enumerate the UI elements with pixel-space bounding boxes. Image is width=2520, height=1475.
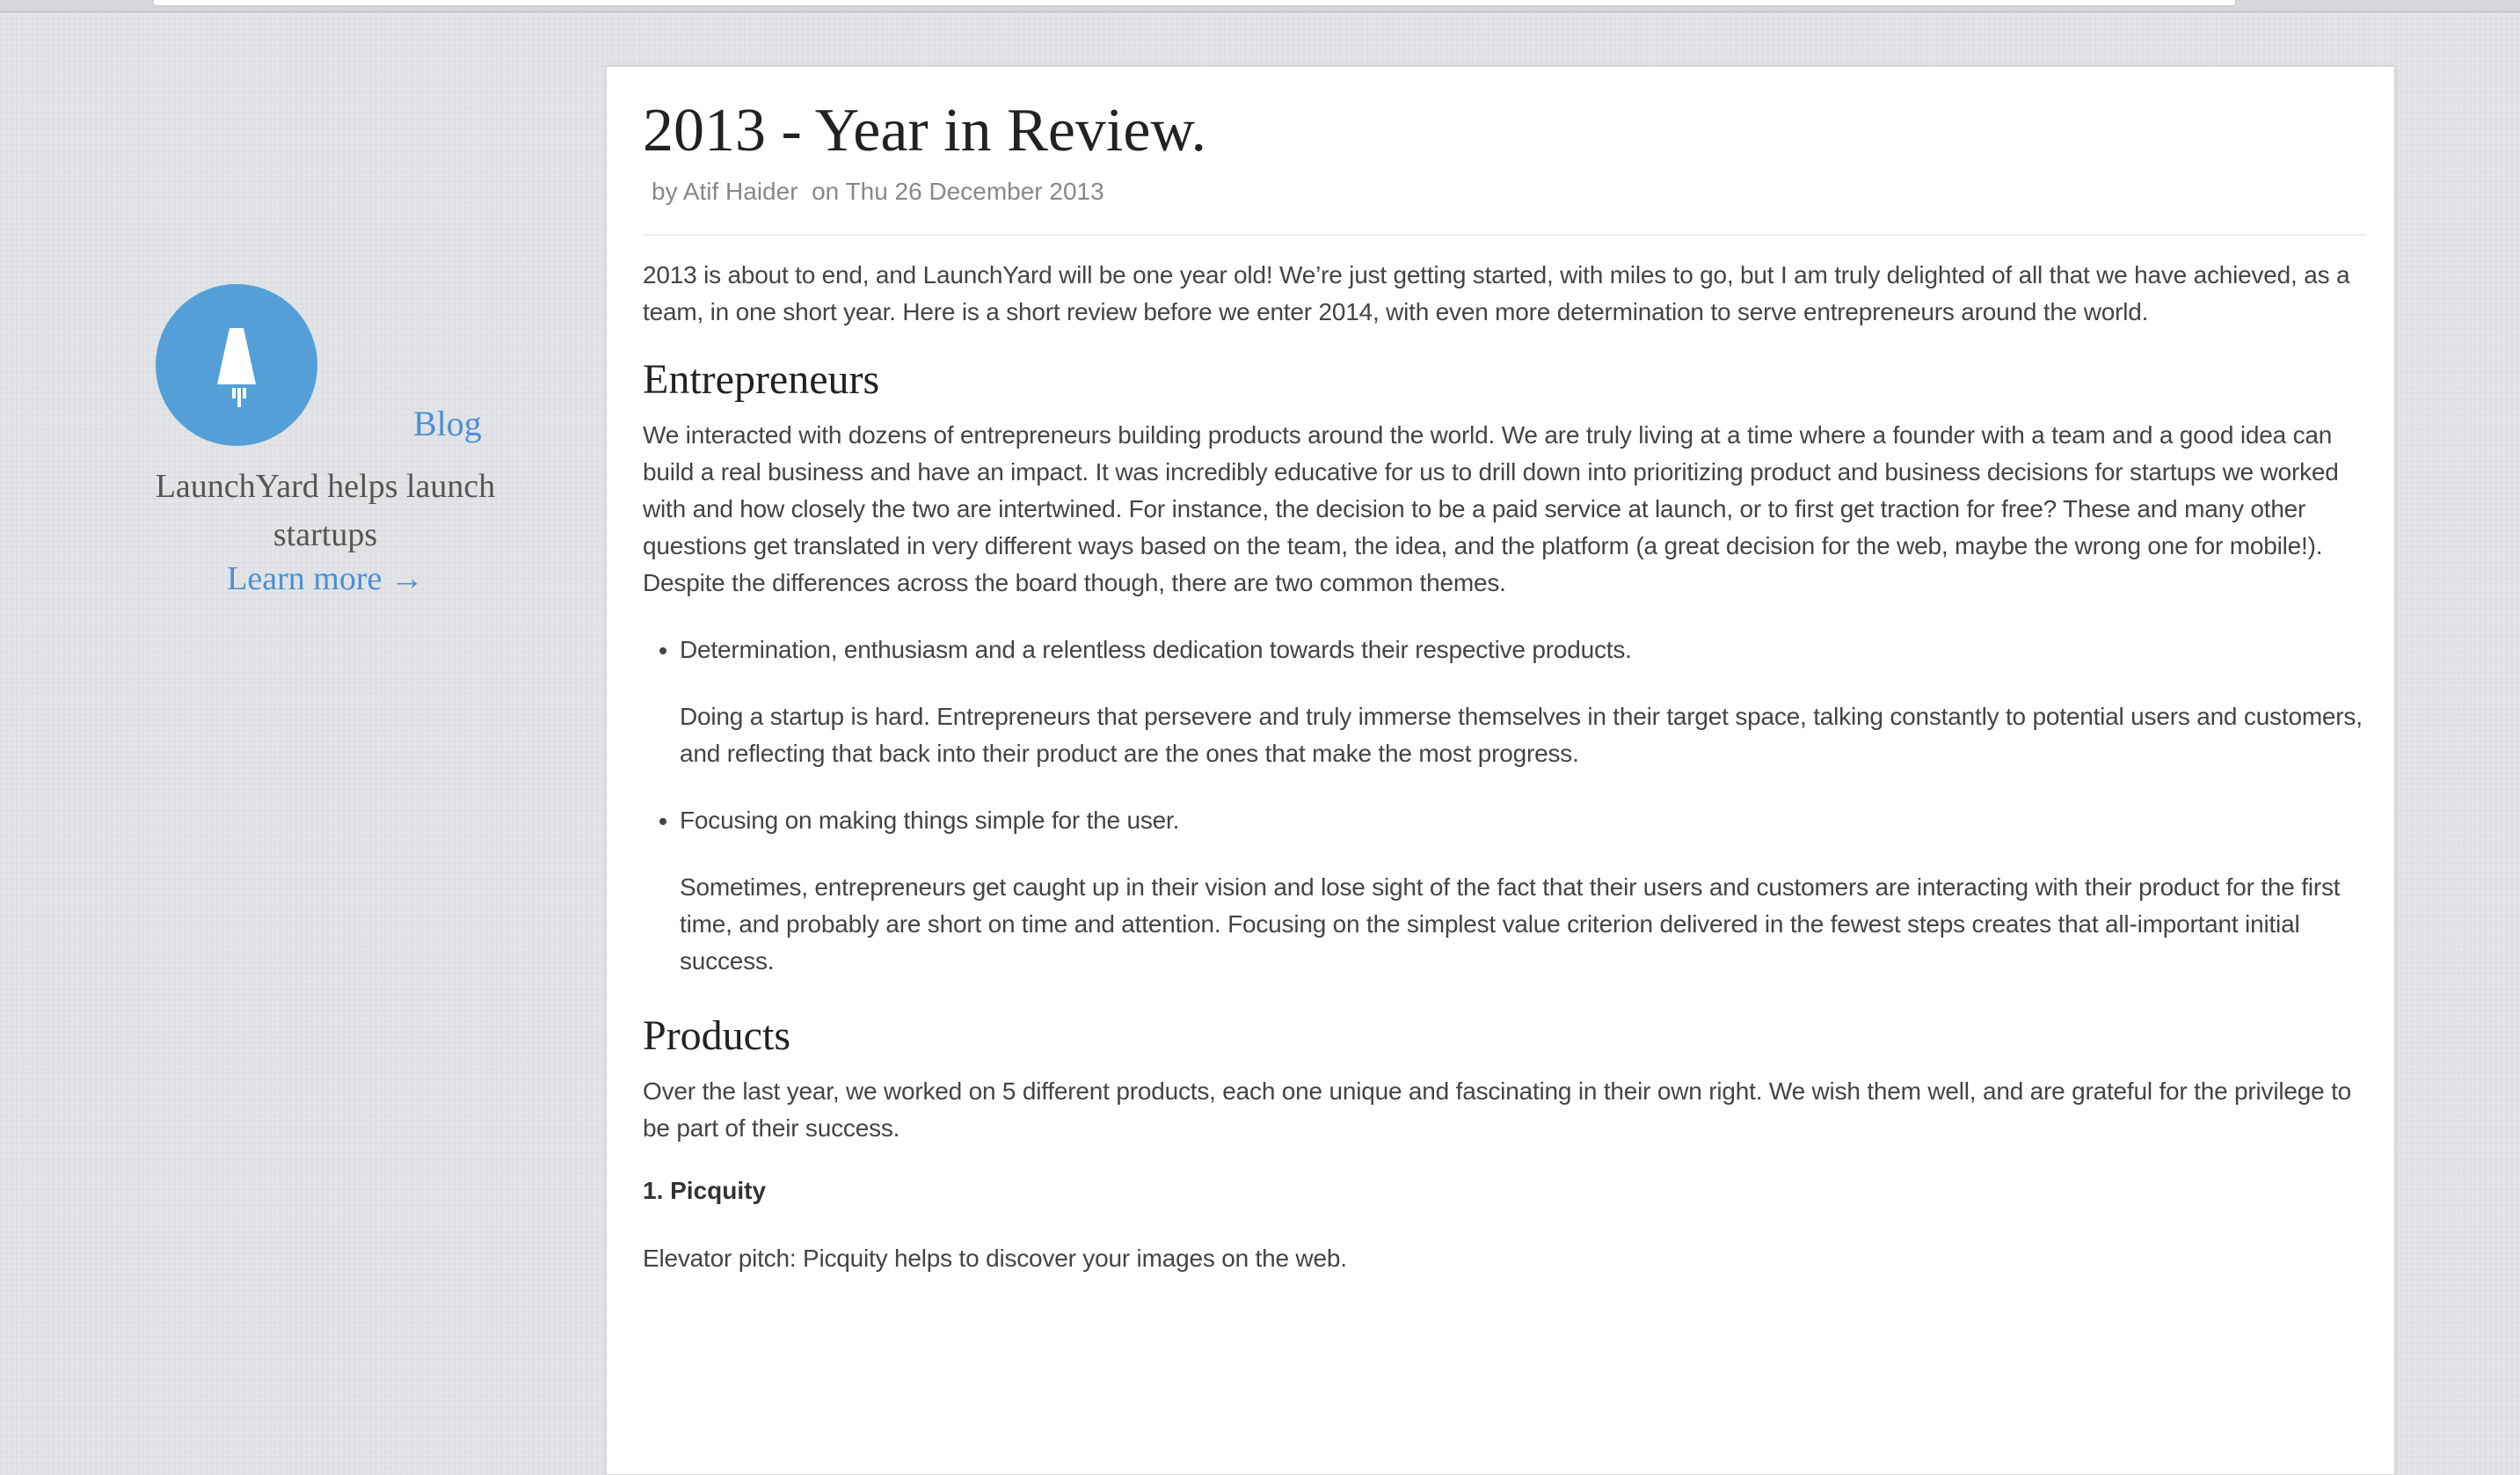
list-item-text: Doing a startup is hard. Entrepreneurs that persevere and truly immerse themselves in their target space, talking constantly to potential users and customers, and reflecting that back into their product are the ones that make the most progress.	[680, 703, 2363, 767]
tagline: LaunchYard helps launch startups	[155, 468, 496, 553]
rocket-icon	[156, 284, 317, 446]
list-item-text: Sometimes, entrepreneurs get caught up in their vision and lose sight of the fact that their users and customers are interacting with their product for the first time, and probably are short on time and attention. Focusing on the simplest value criterion delivered in the fewest steps creates that all-important initial success.	[680, 873, 2341, 975]
section-heading: Products	[643, 1012, 790, 1059]
intro-paragraph: 2013 is about to end, and LaunchYard will be one year old! We’re just getting started, with miles to go, but I am truly delighted of all that we have achieved, as a team, in one short year. Here is a short review before we enter 2014, with even more determination to serve entrepreneurs around the world.	[643, 261, 2350, 325]
list-item-title: Focusing on making things simple for the user.	[680, 807, 1180, 834]
list-item-title: Determination, enthusiasm and a relentless dedication towards their respective products.	[680, 636, 1632, 663]
paragraph: We interacted with dozens of entrepreneurs building products around the world. We are truly living at a time where a founder with a team and a good idea can build a real business and have an impact. It was incredibly educative for us to drill down into prioritizing product and business decisions for startups we worked with and how closely the two are intertwined. For instance, the decision to be a paid service at launch, or to first get traction for free? These and many other questions get translated in very different ways based on the team, the idea, and the platform (a great decision for the web, maybe the wrong one for mobile!). Despite the differences across the board though, there are two common themes.	[643, 421, 2339, 596]
section-heading: Entrepreneurs	[643, 356, 880, 403]
paragraph: Over the last year, we worked on 5 different products, each one unique and fascinating in their own right. We wish them well, and are grateful for the privilege to be part of their success.	[643, 1077, 2352, 1142]
launchyard-logo[interactable]	[156, 284, 317, 446]
top-bar	[153, 0, 2236, 6]
theme-list	[643, 632, 2366, 980]
post-card	[606, 66, 2395, 1475]
post-title: 2013 - Year in Review.	[643, 97, 1206, 164]
post-date: on Thu 26 December 2013	[812, 178, 1104, 205]
list-item	[680, 632, 2366, 772]
divider	[643, 234, 2366, 236]
product-item-title: 1. Picquity	[643, 1177, 767, 1204]
learn-more-link[interactable]: Learn more →	[227, 560, 424, 597]
blog-link[interactable]: Blog	[413, 404, 482, 443]
list-item	[680, 802, 2366, 980]
post-meta	[652, 178, 2366, 206]
post-author[interactable]: by Atif Haider	[652, 178, 798, 205]
product-pitch: Elevator pitch: Picquity helps to discover your images on the web.	[643, 1245, 1347, 1272]
